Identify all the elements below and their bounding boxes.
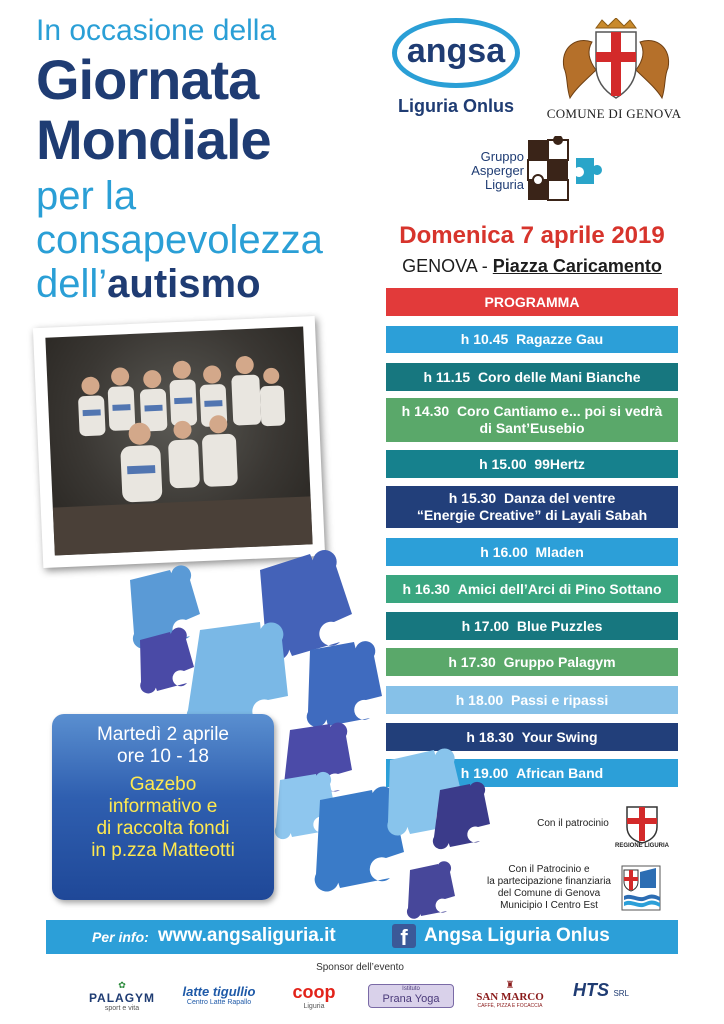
sponsor-prana-yoga [368,984,454,1008]
program-act: Blue Puzzles [516,617,603,634]
program-item [386,326,678,353]
program-act: African Band [516,764,604,781]
program-act: Mladen [535,543,584,560]
program-time: h 15.00 [479,455,527,472]
title-autismo-bold: autismo [107,262,261,306]
program-time: h 11.15 [423,368,471,385]
prana-small: Istituto [402,986,420,992]
program-time: h 19.00 [460,764,509,781]
comune-genova-crest-icon [556,18,676,106]
angsa-logo-word: angsa [406,32,506,70]
san-marco-name: SAN MARCO [476,991,544,1003]
program-act: Your Swing [521,728,598,745]
patrocinio-line2: la partecipazione finanziaria [487,876,611,887]
program-act: Gruppo Palagym [503,653,616,670]
facebook-icon: f [392,924,416,948]
latte-name: latte tigullio [182,984,256,999]
website-link[interactable]: www.angsaliguria.it [158,925,336,946]
comune-genova-label: COMUNE DI GENOVA [546,106,682,121]
program-time: h 18.00 [455,691,504,708]
gazebo-info-box [52,714,274,900]
coop-sub: Liguria [303,1003,325,1010]
program-act: Coro Cantiamo e... poi si vedrà [456,403,663,419]
gazebo-line2: informativo e [108,796,218,817]
asperger-word: Asperger [471,163,524,178]
program-act-line2: “Energie Creative” di Layali Sabah [416,507,648,523]
angsa-logo-subtitle: Liguria Onlus [397,96,514,116]
patrocinio-line4: Municipio I Centro Est [500,900,598,911]
facebook-page-link[interactable]: Angsa Liguria Onlus [424,925,610,946]
program-time: h 16.30 [402,580,450,597]
patrocinio-comune-text [476,864,622,912]
program-item [386,363,678,391]
gruppo-word: Gruppo [480,149,524,164]
gruppo-asperger-label [454,150,524,192]
sponsor-hts [566,980,636,1001]
program-time: h 18.30 [466,728,514,745]
info-label: Per info: [92,929,149,945]
title-per-la: per la [36,174,137,218]
coop-name: coop [292,982,336,1002]
event-square: Piazza Caricamento [492,256,662,276]
san-marco-sub: CAFFÈ, PIZZA E FOCACCIA [477,1003,543,1009]
patrocinio-label: Con il patrocinio [537,818,609,829]
sponsor-latte-tigullio [182,980,256,1006]
title-autismo [36,264,261,304]
gazebo-line4: in p.zza Matteotti [91,840,235,861]
program-time: h 17.30 [448,653,496,670]
palagym-sub: sport e vita [104,1005,140,1012]
program-act: Danza del ventre [504,490,616,506]
group-photo [45,326,312,555]
regione-liguria-label: REGIONE LIGURIA [614,843,669,849]
san-marco-icon: ♜ [505,980,515,991]
sponsor-palagym [82,980,162,1012]
program-time: h 14.30 [401,403,450,419]
program-item [386,398,678,442]
title-dell: dell’ [36,262,108,306]
program-time: h 10.45 [460,331,509,347]
prana-name: Prana Yoga [382,993,440,1005]
hts-name: HTS [572,980,609,1000]
program-act: 99Hertz [534,455,585,472]
latte-sub: Centro Latte Rapallo [186,999,252,1006]
gazebo-date: Martedì 2 aprile [96,724,229,745]
program-act-line2: di Sant’Eusebio [479,420,585,436]
program-time: h 17.00 [461,617,510,634]
program-item [386,486,678,528]
program-act: Coro delle Mani Bianche [477,368,641,385]
event-date: Domenica 7 aprile 2019 [399,222,665,249]
hts-sub: SRL [613,989,629,998]
title-intro: In occasione della [36,14,277,47]
sponsor-san-marco [470,980,550,1009]
gazebo-line1: Gazebo [129,774,197,795]
event-city: GENOVA - [402,256,493,276]
liguria-word: Liguria [484,177,524,192]
municipio-crest-icon [620,864,662,912]
title-giornata: Giornata [36,48,259,111]
program-header: PROGRAMMA [386,288,678,316]
regione-liguria-shield-icon [624,804,660,844]
gruppo-asperger-puzzle-icon [526,136,602,208]
program-item [386,450,678,478]
program-time: h 16.00 [480,543,528,560]
program-time: h 15.30 [448,490,497,506]
patrocinio-line1: Con il Patrocinio e [508,864,590,875]
sponsor-coop [284,980,344,1010]
gazebo-line3: di raccolta fondi [96,818,230,839]
program-act: Ragazze Gau [516,331,604,347]
group-photo-illustration [45,326,312,555]
patrocinio-line3: del Comune di Genova [497,888,601,899]
palagym-name: PALAGYM [88,991,156,1005]
gazebo-hours: ore 10 - 18 [117,746,209,767]
event-place [382,256,682,277]
program-act: Passi e ripassi [510,691,609,708]
title-mondiale: Mondiale [36,108,271,171]
program-act: Amici dell’Arci di Pino Sottano [457,580,662,597]
title-consapevolezza: consapevolezza [36,218,323,262]
sponsor-label: Sponsor dell’evento [316,962,404,973]
palagym-leaf-icon: ✿ [118,980,126,990]
